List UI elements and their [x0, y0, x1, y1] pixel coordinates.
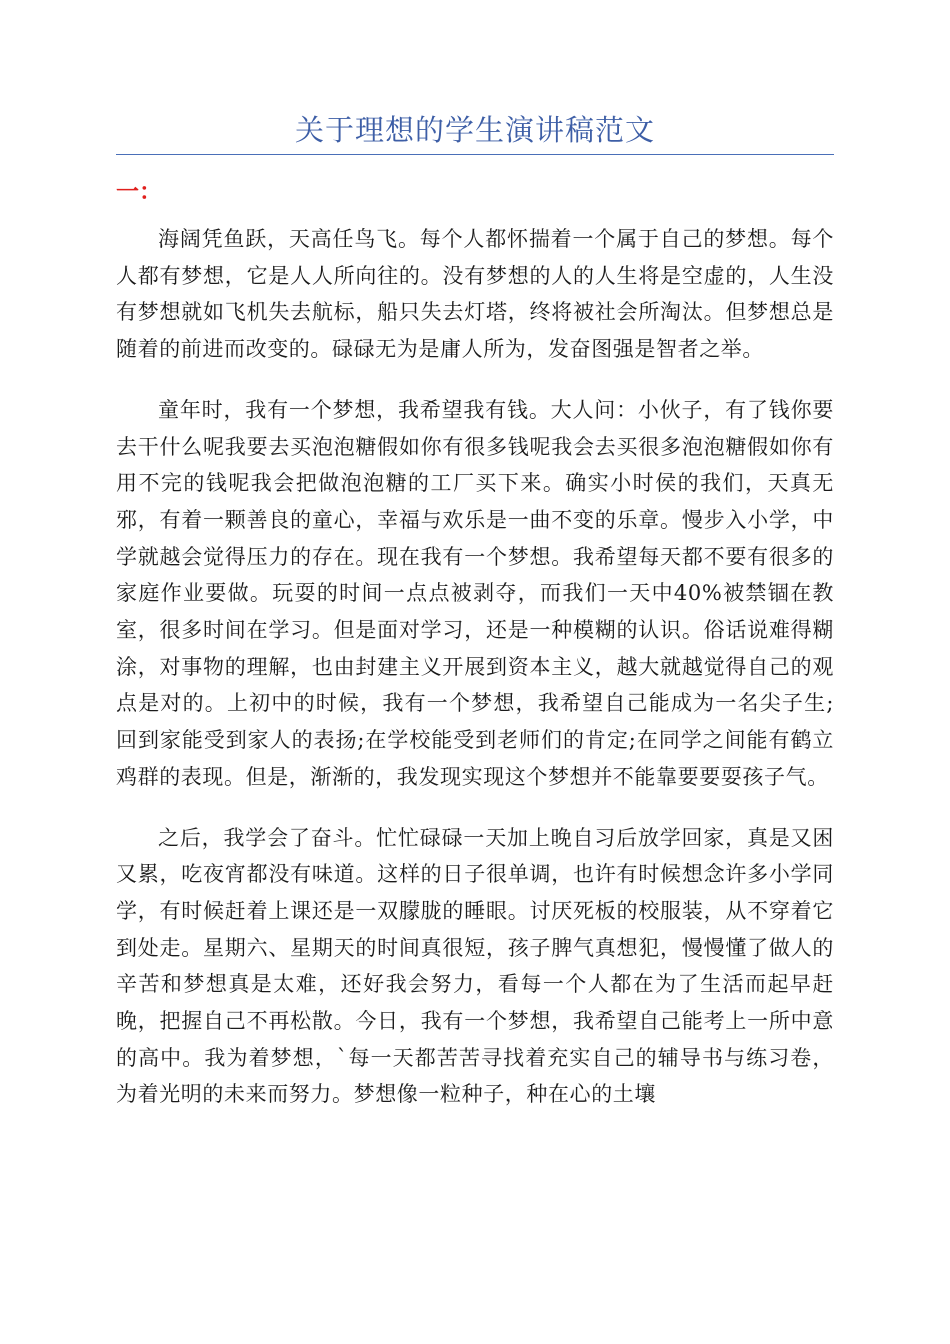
paragraph-1: 海阔凭鱼跃，天高任鸟飞。每个人都怀揣着一个属于自己的梦想。每个人都有梦想，它是人人所向往的。没有梦想的人的人生将是空虚的，人生没有梦想就如飞机失去航标，船只失去灯塔，终将被社会所淘汰。但梦想总是随着的前进而改变的。碌碌无为是庸人所为，发奋图强是智者之举。 [116, 227, 834, 362]
document-page [116, 108, 834, 1113]
document-title: 关于理想的学生演讲稿范文 [294, 113, 655, 147]
title-underline [116, 154, 834, 155]
paragraph-3: 之后，我学会了奋斗。忙忙碌碌一天加上晚自习后放学回家，真是又困又累，吃夜宵都没有味道。这样的日子很单调，也许有时候想念许多小学同学，有时候赶着上课还是一双朦胧的睡眼。讨厌死板的校服装，从不穿着它到处走。星期六、星期天的时间真很短，孩子脾气真想犯，慢慢懂了做人的辛苦和梦想真是太难，还好我会努力，看每一个人都在为了生活而起早赶晚，把握自己不再松散。今日，我有一个梦想，我希望自己能考上一所中意的高中。我为着梦想，`每一天都苦苦寻找着充实自己的辅导书与练习卷，为着光明的未来而努力。梦想像一粒种子，种在心的土壤 [116, 825, 834, 1107]
paragraph-2: 童年时，我有一个梦想，我希望我有钱。大人问：小伙子，有了钱你要去干什么呢我要去买泡泡糖假如你有很多钱呢我会去买很多泡泡糖假如你有用不完的钱呢我会把做泡泡糖的工厂买下来。确实小时侯的我们，天真无邪，有着一颗善良的童心，幸福与欢乐是一曲不变的乐章。慢步入小学，中学就越会觉得压力的存在。现在我有一个梦想。我希望每天都不要有很多的家庭作业要做。玩耍的时间一点点被剥夺，而我们一天中40%被禁锢在教室，很多时间在学习。但是面对学习，还是一种模糊的认识。俗话说难得糊涂，对事物的理解，也由封建主义开展到资本主义，越大就越觉得自己的观点是对的。上初中的时候，我有一个梦想，我希望自己能成为一名尖子生;回到家能受到家人的表扬;在学校能受到老师们的肯定;在同学之间能有鹤立鸡群的表现。但是，渐渐的，我发现实现这个梦想并不能靠要要耍孩子气。 [116, 397, 834, 789]
section-heading: 一： [116, 178, 162, 205]
